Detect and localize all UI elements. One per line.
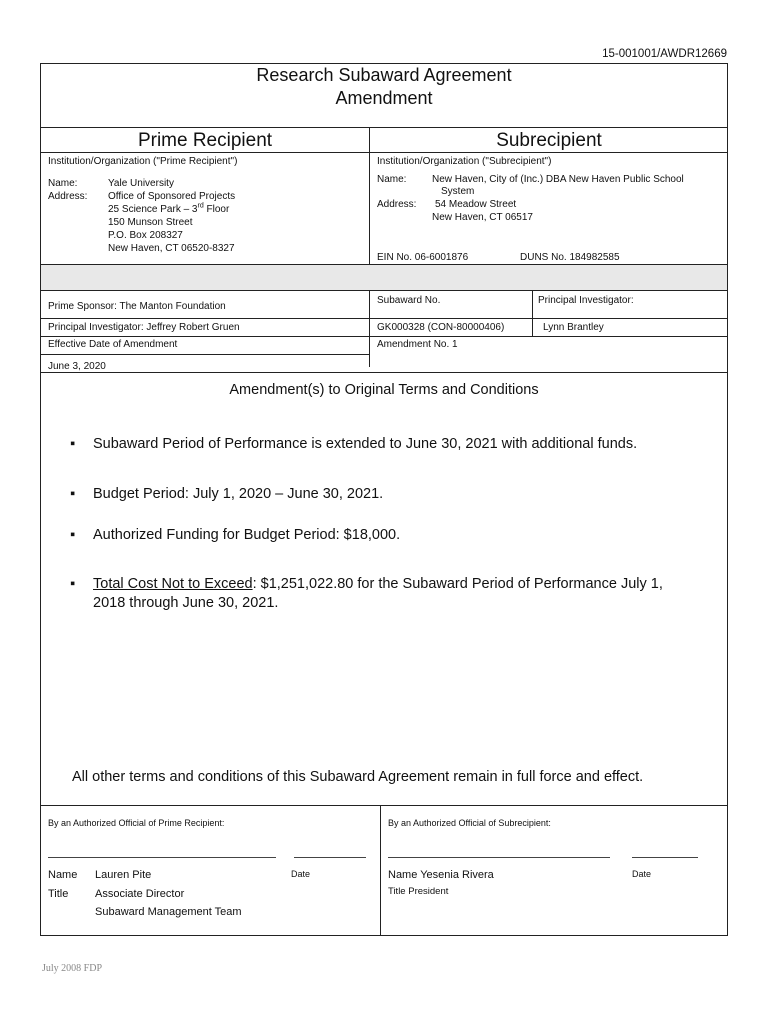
prime-pi: Principal Investigator: Jeffrey Robert Gruen (48, 322, 240, 333)
subaward-number: GK000328 (CON-80000406) (377, 322, 505, 333)
amendment-text: Total Cost Not to Exceed: $1,251,022.80 for the Subaward Period of Performance July 1, (93, 576, 663, 592)
divider (40, 318, 728, 319)
prime-address-line: 25 Science Park – 3rd Floor (108, 202, 230, 215)
sub-signer-name: Name Yesenia Rivera (388, 869, 494, 881)
prime-date-label: Date (291, 869, 311, 879)
divider (40, 805, 728, 806)
prime-sponsor: Prime Sponsor: The Manton Foundation (48, 301, 226, 312)
title-line-2: Amendment (335, 88, 433, 108)
effective-date-label: Effective Date of Amendment (48, 339, 178, 350)
prime-name-label: Name (48, 869, 78, 881)
pi-divider (532, 290, 533, 337)
bullet-icon: ▪ (70, 436, 76, 452)
sub-duns: DUNS No. 184982585 (520, 252, 620, 263)
bullet-icon: ▪ (70, 527, 76, 543)
sub-signer-title: Title President (388, 886, 449, 897)
sub-ein: EIN No. 06-6001876 (377, 252, 469, 263)
divider (40, 152, 728, 153)
prime-address-label: Address: (48, 191, 88, 202)
prime-signer-dept: Subaward Management Team (95, 906, 242, 918)
prime-address-line: P.O. Box 208327 (108, 230, 183, 241)
prime-authorized-label: By an Authorized Official of Prime Recipient: (48, 818, 225, 828)
prime-title-label: Title (48, 888, 69, 900)
document-title (40, 64, 728, 110)
effective-date: June 3, 2020 (48, 361, 106, 372)
sub-name-label: Name: (377, 174, 407, 185)
footer-version: July 2008 FDP (42, 963, 103, 974)
document-id: 15-001001/AWDR12669 (602, 48, 727, 60)
amendment-text: Subaward Period of Performance is extended to June 30, 2021 with additional funds. (93, 436, 638, 452)
other-terms-statement: All other terms and conditions of this Subaward Agreement remain in full force and effect. (72, 769, 644, 785)
signature-column-divider (380, 805, 381, 936)
column-divider (369, 127, 370, 367)
amendment-text: Budget Period: July 1, 2020 – June 30, 2021. (93, 486, 384, 502)
outer-bottom-border (40, 935, 728, 936)
prime-address-line: 150 Munson Street (108, 217, 193, 228)
prime-name-label: Name: (48, 178, 78, 189)
bullet-icon: ▪ (70, 576, 76, 592)
prime-signer-title: Associate Director (95, 888, 185, 900)
subrecipient-heading: Subrecipient (496, 130, 602, 151)
prime-date-line[interactable] (294, 857, 366, 858)
prime-address-block (108, 177, 235, 255)
amendment-text-continued: 2018 through June 30, 2021. (93, 595, 279, 611)
prime-signer-name: Lauren Pite (95, 869, 152, 881)
title-line-1: Research Subaward Agreement (256, 65, 512, 85)
sub-address-line: New Haven, CT 06517 (432, 212, 533, 223)
sub-date-line[interactable] (632, 857, 698, 858)
prime-address-line: New Haven, CT 06520-8327 (108, 243, 235, 254)
sub-authorized-label: By an Authorized Official of Subrecipient: (388, 818, 551, 828)
sub-institution-label: Institution/Organization ("Subrecipient") (377, 156, 552, 167)
prime-address-line: Office of Sponsored Projects (108, 191, 236, 202)
shaded-separator (41, 264, 727, 290)
sub-signature-line[interactable] (388, 857, 610, 858)
divider (40, 127, 728, 128)
amendment-number: Amendment No. 1 (377, 339, 458, 350)
prime-institution-label: Institution/Organization ("Prime Recipient") (48, 156, 238, 167)
amendments-heading: Amendment(s) to Original Terms and Conditions (229, 382, 539, 398)
subaward-no-label: Subaward No. (377, 295, 441, 306)
divider (40, 372, 728, 373)
divider (40, 290, 728, 291)
prime-signature-line[interactable] (48, 857, 276, 858)
sub-name-line-1: New Haven, City of (Inc.) DBA New Haven Public School (432, 174, 684, 185)
sub-name-line-2: System (441, 186, 475, 197)
sub-address-label: Address: (377, 199, 417, 210)
prime-name: Yale University (108, 178, 174, 189)
divider (40, 354, 370, 355)
divider (40, 264, 728, 265)
amendment-text: Authorized Funding for Budget Period: $18,000. (93, 527, 401, 543)
sub-address-line: 54 Meadow Street (435, 199, 517, 210)
pi-label: Principal Investigator: (538, 295, 634, 306)
sub-pi: Lynn Brantley (543, 322, 604, 333)
bullet-icon: ▪ (70, 486, 76, 502)
prime-recipient-heading: Prime Recipient (137, 130, 273, 151)
divider (40, 336, 728, 337)
sub-date-label: Date (632, 869, 652, 879)
